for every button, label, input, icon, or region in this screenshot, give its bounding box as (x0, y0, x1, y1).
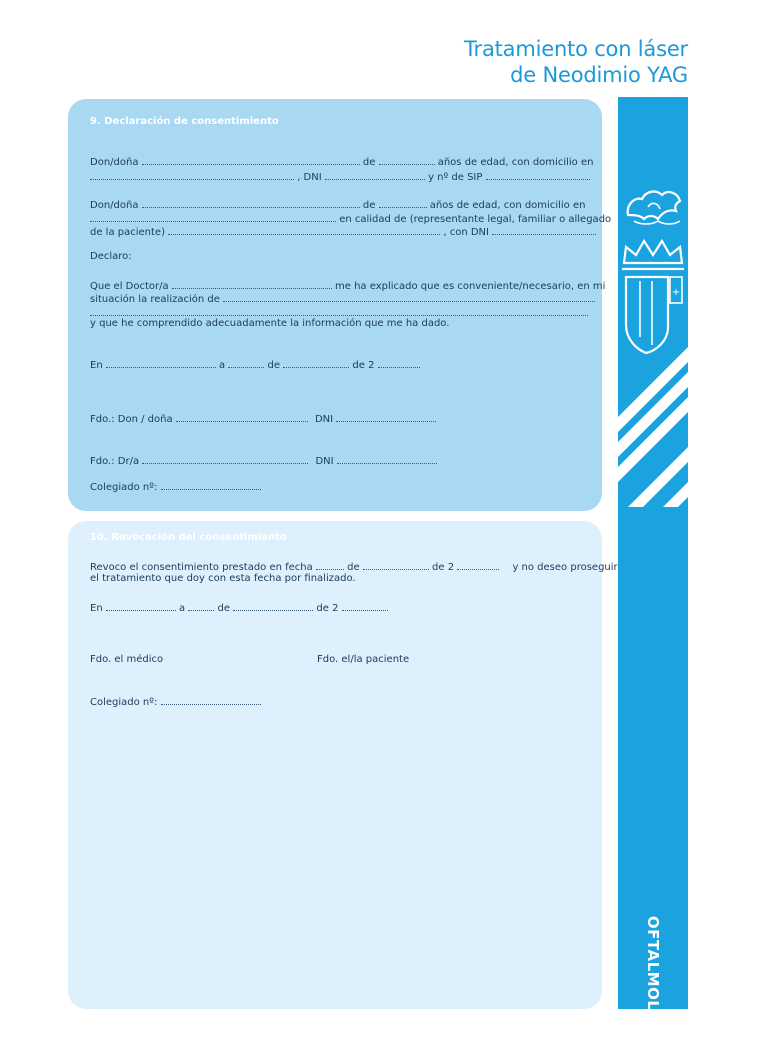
representative-age-field[interactable] (379, 198, 427, 208)
date-line: En a de de 2 (90, 358, 420, 372)
patient-line-2: , DNI y nº de SIP (90, 170, 590, 184)
colegiado-line: Colegiado nº: (90, 480, 261, 494)
consent-declaration-section (68, 99, 612, 511)
doctor-line: Que el Doctor/a me ha explicado que es conveniente/necesario, en mi (90, 281, 606, 292)
revocation-date-day-field[interactable] (188, 601, 214, 611)
patient-signature-line: Fdo.: Don / doña DNI (90, 412, 436, 426)
doctor-signature-line: Fdo.: Dr/a DNI (90, 454, 437, 468)
representative-line-1: Don/doña de años de edad, con domicilio en (90, 200, 586, 211)
representative-name-field[interactable] (142, 198, 360, 208)
year-field[interactable] (378, 358, 420, 368)
revocation-line-1: Revoco el consentimiento prestado en fecha de de 2 y no deseo proseguir (90, 562, 618, 573)
representative-line-3: de la paciente) , con DNI (90, 225, 596, 239)
title-line-1: Tratamiento con láser (463, 37, 688, 61)
sip-field[interactable] (486, 170, 590, 180)
side-strip (618, 97, 688, 1054)
patient-signature-dni-field[interactable] (336, 412, 436, 422)
representative-line-2: en calidad de (representante legal, familiar o allegado (90, 212, 611, 226)
doctor-signature-label: Fdo. el médico (90, 654, 164, 665)
colegiado-field[interactable] (161, 480, 261, 490)
revocation-date-year-field[interactable] (342, 601, 388, 611)
place-field[interactable] (106, 358, 216, 368)
revocation-date-month-field[interactable] (233, 601, 313, 611)
revocation-month-field[interactable] (363, 560, 429, 570)
name-field[interactable] (142, 155, 360, 165)
patient-signature-field[interactable] (176, 412, 308, 422)
revocation-colegiado-field[interactable] (161, 695, 261, 705)
understood-line: y que he comprendido adecuadamente la información que me ha dado. (90, 318, 450, 329)
revocation-year-field[interactable] (457, 560, 499, 570)
revocation-date-line: En a de de 2 (90, 601, 388, 615)
specialty-label: OFTALMOLOGÍA (644, 915, 662, 1054)
procedure-field[interactable] (223, 292, 595, 302)
section-heading: 9. Declaración de consentimiento (90, 116, 279, 127)
revocation-place-field[interactable] (106, 601, 176, 611)
procedure-field-2[interactable] (90, 306, 588, 316)
dni-field[interactable] (325, 170, 425, 180)
address-field[interactable] (90, 170, 294, 180)
consent-revocation-section (68, 521, 618, 1009)
representative-dni-field[interactable] (492, 225, 596, 235)
relationship-field[interactable] (168, 225, 440, 235)
procedure-line: situación la realización de (90, 292, 595, 306)
section-heading: 10. Revocación del consentimiento (90, 532, 287, 543)
representative-address-field[interactable] (90, 212, 336, 222)
revocation-colegiado-line: Colegiado nº: (90, 695, 261, 709)
day-field[interactable] (228, 358, 264, 368)
patient-line-1: Don/doña de años de edad, con domicilio en (90, 157, 594, 168)
month-field[interactable] (283, 358, 349, 368)
doctor-name-field[interactable] (172, 279, 332, 289)
doctor-signature-field[interactable] (142, 454, 308, 464)
declaro-label: Declaro: (90, 251, 132, 262)
revocation-day-field[interactable] (316, 560, 344, 570)
revocation-line-2: el tratamiento que doy con esta fecha por finalizado. (90, 573, 356, 584)
age-field[interactable] (379, 155, 435, 165)
document-title (464, 36, 688, 88)
title-line-2: de Neodimio YAG (510, 63, 688, 87)
doctor-signature-dni-field[interactable] (337, 454, 437, 464)
generalitat-emblem-icon (618, 177, 688, 517)
svg-text:+: + (671, 287, 681, 298)
patient-signature-label: Fdo. el/la paciente (317, 654, 410, 665)
